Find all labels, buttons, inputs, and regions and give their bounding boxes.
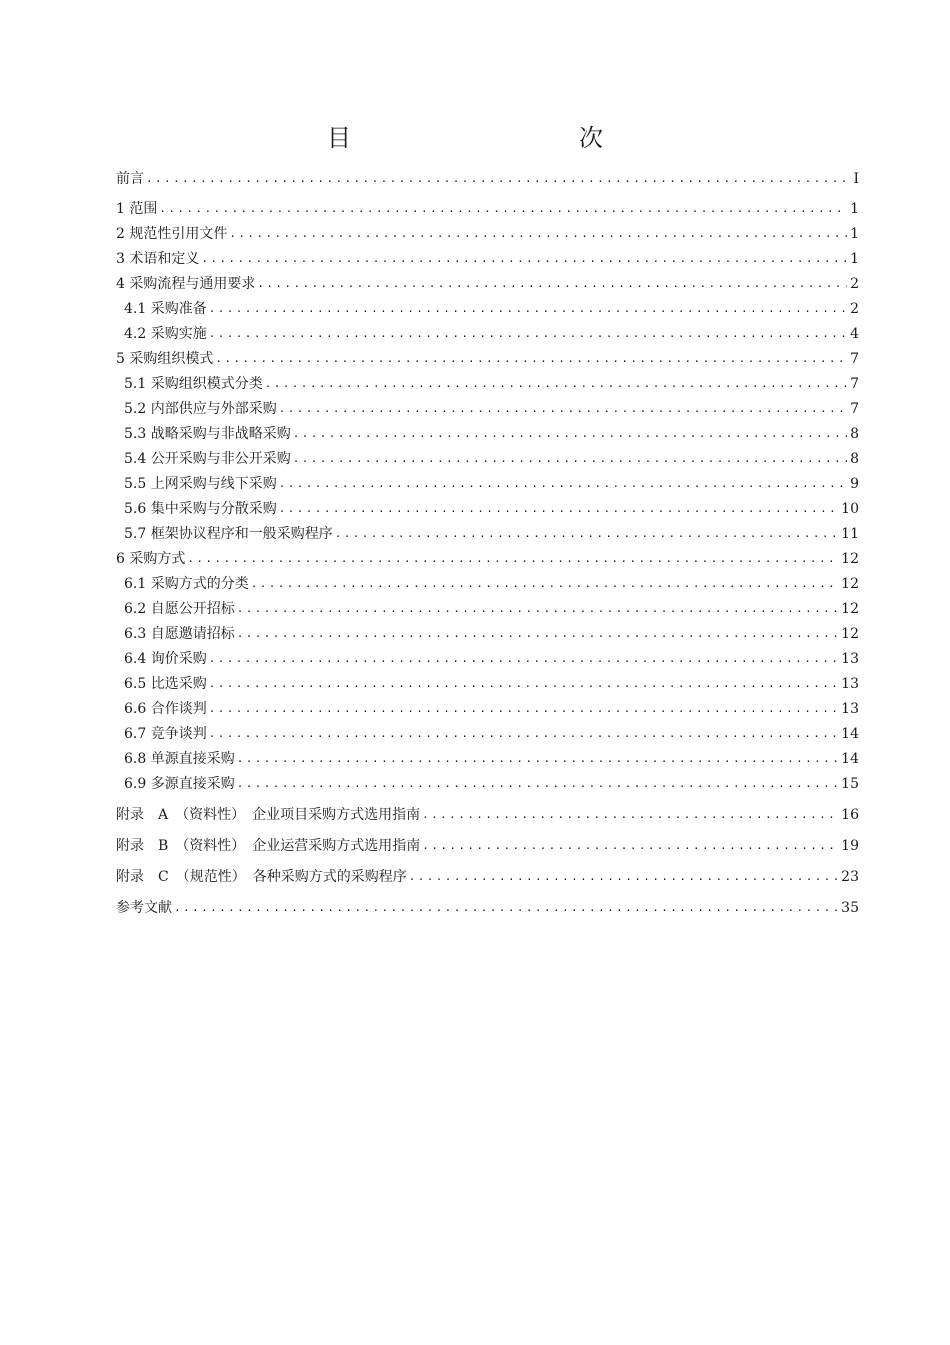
toc-entry[interactable]: [116, 448, 859, 470]
leader-dots: [229, 223, 847, 245]
toc-entry[interactable]: [116, 523, 859, 545]
toc-entry-page: 1: [850, 226, 859, 242]
page-title: 目 次: [327, 124, 663, 152]
toc-entry[interactable]: [116, 698, 859, 720]
toc-entry[interactable]: [116, 723, 859, 745]
toc-entry-page: 12: [841, 601, 859, 617]
toc-entry-page: 12: [841, 576, 859, 592]
leader-dots: [237, 773, 839, 795]
toc-entry-label: 附录 C （规范性） 各种采购方式的采购程序: [116, 869, 407, 885]
toc-entry[interactable]: [116, 748, 859, 770]
toc-entry-page: 19: [841, 838, 859, 854]
toc-entry-label: 5 采购组织模式: [116, 351, 214, 367]
toc-entry[interactable]: [116, 623, 859, 645]
toc-entry-page: 12: [841, 626, 859, 642]
toc-entry-page: 8: [850, 451, 859, 467]
toc-entry-label: 5.4 公开采购与非公开采购: [124, 451, 291, 467]
toc-entry-page: 4: [850, 326, 859, 342]
toc-entry[interactable]: [116, 573, 859, 595]
leader-dots: [209, 723, 839, 745]
toc-entry[interactable]: [116, 198, 859, 220]
toc-entry-label: 6.6 合作谈判: [124, 701, 207, 717]
toc-entry-page: 7: [850, 376, 859, 392]
toc-entry[interactable]: [116, 323, 859, 345]
toc-entry-label: 4.1 采购准备: [124, 301, 207, 317]
toc-entry-page: 1: [850, 201, 859, 217]
toc-entry-label: 2 规范性引用文件: [116, 226, 228, 242]
toc-entry[interactable]: [116, 498, 859, 520]
toc-entry[interactable]: [116, 423, 859, 445]
toc-entry-page: 14: [841, 726, 859, 742]
toc-entry[interactable]: [116, 648, 859, 670]
toc-entry-label: 6.1 采购方式的分类: [124, 576, 249, 592]
leader-dots: [215, 348, 847, 370]
toc-entry-page: 7: [850, 401, 859, 417]
leader-dots: [174, 897, 839, 919]
leader-dots: [279, 398, 847, 420]
toc-entry-page: I: [853, 171, 859, 187]
toc-entry[interactable]: [116, 168, 859, 190]
toc-entry-appendix-b[interactable]: [116, 835, 859, 857]
toc-entry-page: 23: [841, 869, 859, 885]
leader-dots: [251, 573, 839, 595]
leader-dots: [237, 748, 839, 770]
leader-dots: [187, 548, 839, 570]
leader-dots: [237, 623, 839, 645]
toc-entry-page: 10: [841, 501, 859, 517]
toc-entry-label: 6.5 比选采购: [124, 676, 207, 692]
toc-entry-page: 2: [850, 301, 859, 317]
toc-entry-label: 6.4 询价采购: [124, 651, 207, 667]
toc-entry-label: 5.3 战略采购与非战略采购: [124, 426, 291, 442]
leader-dots: [293, 448, 847, 470]
toc-entry-references[interactable]: [116, 897, 859, 919]
toc-entry[interactable]: [116, 773, 859, 795]
toc-entry-label: 4 采购流程与通用要求: [116, 276, 256, 292]
toc-entry-label: 5.2 内部供应与外部采购: [124, 401, 277, 417]
leader-dots: [159, 198, 847, 220]
toc-entry-label: 6.9 多源直接采购: [124, 776, 235, 792]
toc-entry-label: 参考文献: [116, 900, 172, 916]
toc-entry-label: 5.6 集中采购与分散采购: [124, 501, 277, 517]
leader-dots: [201, 248, 847, 270]
leader-dots: [209, 298, 847, 320]
toc-entry[interactable]: [116, 348, 859, 370]
toc-entry[interactable]: [116, 598, 859, 620]
toc-entry-label: 6.7 竞争谈判: [124, 726, 207, 742]
toc-entry-appendix-a[interactable]: [116, 804, 859, 826]
leader-dots: [422, 804, 839, 826]
toc-entry-page: 11: [841, 526, 859, 542]
leader-dots: [209, 323, 847, 345]
toc-entry-page: 8: [850, 426, 859, 442]
toc-entry-label: 5.7 框架协议程序和一般采购程序: [124, 526, 333, 542]
toc-entry[interactable]: [116, 473, 859, 495]
toc-entry-label: 5.1 采购组织模式分类: [124, 376, 263, 392]
leader-dots: [279, 498, 839, 520]
leader-dots: [209, 673, 839, 695]
toc-entry[interactable]: [116, 548, 859, 570]
toc-entry-page: 15: [841, 776, 859, 792]
leader-dots: [422, 835, 839, 857]
leader-dots: [335, 523, 839, 545]
toc-entry[interactable]: [116, 298, 859, 320]
toc-entry-page: 1: [850, 251, 859, 267]
toc-entry-label: 6.3 自愿邀请招标: [124, 626, 235, 642]
toc-entry-label: 5.5 上网采购与线下采购: [124, 476, 277, 492]
toc-entry-page: 16: [841, 807, 859, 823]
toc-entry-page: 13: [841, 676, 859, 692]
toc-entry[interactable]: [116, 673, 859, 695]
toc-entry-label: 6.2 自愿公开招标: [124, 601, 235, 617]
toc-entry-page: 13: [841, 701, 859, 717]
toc-entry-label: 附录 B （资料性） 企业运营采购方式选用指南: [116, 838, 421, 854]
leader-dots: [209, 648, 839, 670]
leader-dots: [265, 373, 847, 395]
toc-entry-page: 35: [841, 900, 859, 916]
toc-entry-label: 6.8 单源直接采购: [124, 751, 235, 767]
toc-entry-label: 附录 A （资料性） 企业项目采购方式选用指南: [116, 807, 421, 823]
leader-dots: [237, 598, 839, 620]
toc-entry-page: 7: [850, 351, 859, 367]
toc-entry-page: 2: [850, 276, 859, 292]
toc-entry-appendix-c[interactable]: [116, 866, 859, 888]
toc-entry-label: 6 采购方式: [116, 551, 186, 567]
toc-entry[interactable]: [116, 398, 859, 420]
toc-entry-page: 12: [841, 551, 859, 567]
toc-entry[interactable]: [116, 223, 859, 245]
leader-dots: [146, 168, 847, 190]
leader-dots: [409, 866, 839, 888]
toc-entry-page: 14: [841, 751, 859, 767]
toc-entry-label: 1 范围: [116, 201, 158, 217]
leader-dots: [209, 698, 839, 720]
toc-entry[interactable]: [116, 248, 859, 270]
toc-entry-label: 3 术语和定义: [116, 251, 200, 267]
toc-entry-page: 9: [850, 476, 859, 492]
toc-entry-label: 4.2 采购实施: [124, 326, 207, 342]
toc-entry-page: 13: [841, 651, 859, 667]
toc-entry[interactable]: [116, 373, 859, 395]
leader-dots: [279, 473, 847, 495]
toc-entry[interactable]: [116, 273, 859, 295]
toc-entry-label: 前言: [116, 171, 144, 187]
leader-dots: [293, 423, 847, 445]
leader-dots: [257, 273, 847, 295]
